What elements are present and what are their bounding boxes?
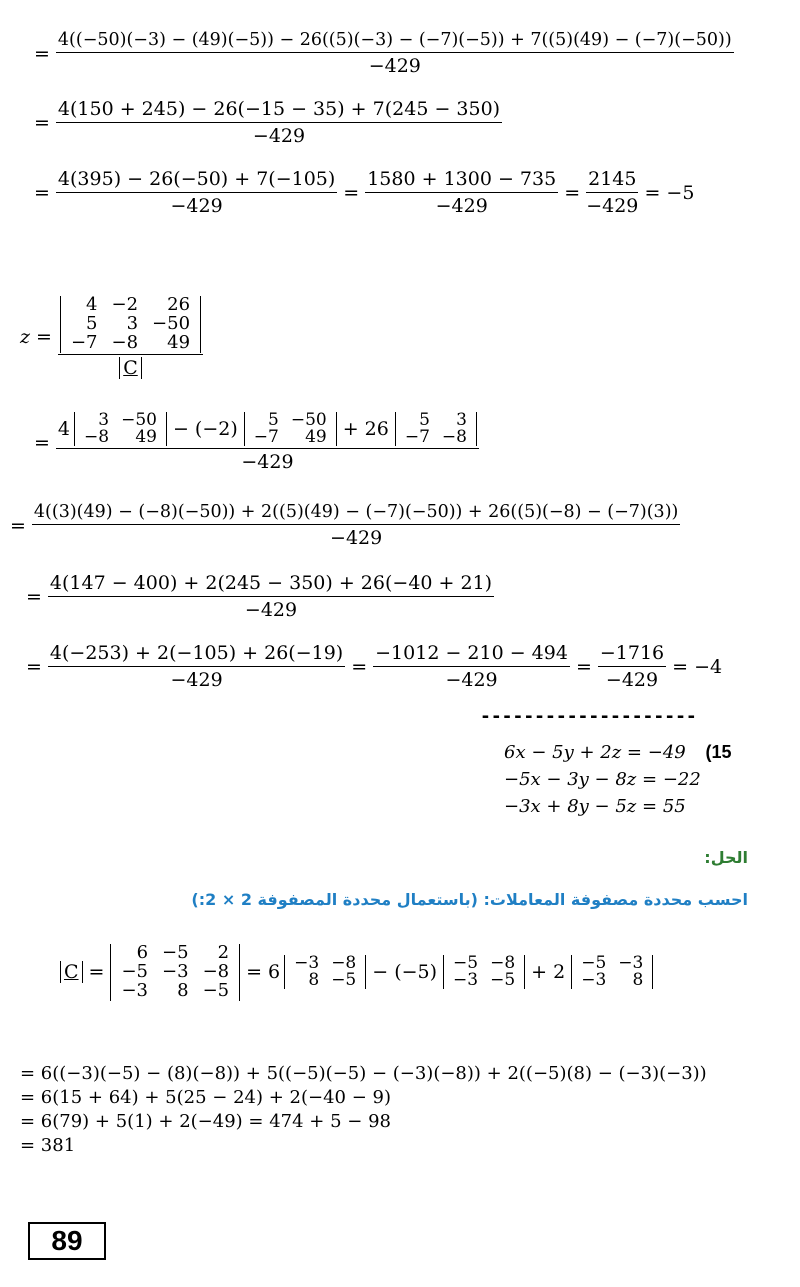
problem-15-system bbox=[504, 742, 731, 823]
det-line-4: = 381 bbox=[20, 1135, 76, 1156]
equation-1: 6x − 5y + 2z = −49 bbox=[504, 742, 686, 763]
fraction bbox=[32, 502, 680, 549]
numerator: 4(−253) + 2(−105) + 26(−19) bbox=[48, 642, 345, 667]
fraction bbox=[48, 572, 494, 621]
x-result: −5 bbox=[666, 181, 695, 204]
denominator: −429 bbox=[368, 55, 421, 77]
det15-minor-2: −5 −8 −3 −5 bbox=[443, 955, 525, 989]
det-line-3: = 6(79) + 5(1) + 2(−49) = 474 + 5 − 98 bbox=[20, 1111, 391, 1132]
det15-expansion: C = 6 −5 2 −5 −3 −8 −3 8 −5 = 6 −3 −8 8 −5 − (−5) −5 −8 −3 −5 + 2 −5 −3 −3 8 bbox=[60, 944, 653, 1001]
numerator: 2145 bbox=[586, 168, 638, 193]
numerator: 4(147 − 400) + 2(245 − 350) + 26(−40 + 21) bbox=[48, 572, 494, 597]
denominator: −429 bbox=[170, 669, 223, 691]
z-label: z bbox=[20, 326, 31, 349]
z-line-3: = $\frac{4(147 - 400) + 2(245 - 350) + 26(-40 + 21)}{-429}$ bbox=[26, 572, 493, 621]
numerator bbox=[58, 296, 203, 355]
minor-1: 3 −50 −8 49 bbox=[74, 412, 167, 446]
problem-number: (15 bbox=[705, 742, 732, 762]
minor-2: 5 −50 −7 49 bbox=[244, 412, 337, 446]
denominator: C bbox=[58, 355, 203, 379]
denominator: −429 bbox=[244, 599, 298, 621]
x-line-2: = $\frac{4(150 + 245) - 26(-15 - 35) + 7(245 - 350)}{-429}$ bbox=[34, 98, 501, 147]
denominator: −429 bbox=[435, 195, 488, 217]
det15-minor-1: −3 −8 8 −5 bbox=[284, 955, 366, 989]
denominator: −429 bbox=[252, 125, 306, 147]
numerator: 4 3 −50 −8 49 − (−2) 5 −50 −7 49 + 26 5 3 −7 −8 bbox=[56, 412, 479, 449]
z-result: −4 bbox=[694, 655, 723, 678]
z-definition: z = 4 −2 26 5 3 −50 −7 −8 49 C bbox=[20, 296, 203, 379]
z-matrix-determinant: 4 −2 26 5 3 −50 −7 −8 49 bbox=[60, 296, 201, 353]
denominator: −429 bbox=[605, 669, 659, 691]
fraction bbox=[48, 642, 345, 691]
numerator: −1012 − 210 − 494 bbox=[373, 642, 570, 667]
separator-dashes: -------------------- bbox=[480, 706, 697, 727]
det15-matrix: 6 −5 2 −5 −3 −8 −3 8 −5 bbox=[110, 944, 240, 1001]
numerator: 4((3)(49) − (−8)(−50)) + 2((5)(49) − (−7)(−50)) + 26((5)(−8) − (−7)(3)) bbox=[32, 502, 680, 525]
fraction bbox=[58, 296, 203, 379]
instruction-text: احسب محددة مصفوفة المعاملات: (باستعمال محددة المصفوفة 2 × 2:) bbox=[191, 890, 748, 909]
fraction bbox=[56, 30, 734, 77]
fraction bbox=[56, 168, 337, 217]
denominator: −429 bbox=[330, 527, 383, 549]
solution-label: الحل: bbox=[704, 848, 748, 867]
fraction bbox=[365, 168, 558, 217]
fraction bbox=[586, 168, 638, 217]
x-line-3: = $\frac{4(395) - 26(-50) + 7(-105)}{-429}$ = $\frac{1580 + 1300 - 735}{-429}$ = $\frac{2145}{-429}$ = −5 bbox=[34, 168, 695, 217]
det-line-2: = 6(15 + 64) + 5(25 − 24) + 2(−40 − 9) bbox=[20, 1087, 391, 1108]
det-line-1: = 6((−3)(−5) − (8)(−8)) + 5((−5)(−5) − (−3)(−8)) + 2((−5)(8) − (−3)(−3)) bbox=[20, 1063, 707, 1084]
equation-2: −5x − 3y − 8z = −22 bbox=[504, 769, 701, 790]
z-expansion: = 4 3 −50 −8 49 − (−2) 5 −50 −7 49 + 26 5 3 −7 −8 −429 bbox=[28, 412, 479, 473]
fraction bbox=[373, 642, 570, 691]
denominator: −429 bbox=[586, 195, 639, 217]
numerator: 4(395) − 26(−50) + 7(−105) bbox=[56, 168, 337, 193]
x-line-1: = 4((−50)(−3) − (49)(−5)) − 26((5)(−3) − (−7)(−5)) + 7((5)(49) − (−7)(−50)) −429 bbox=[34, 30, 732, 77]
denominator: −429 bbox=[445, 669, 498, 691]
z-line-2: = 4((3)(49) − (−8)(−50)) + 2((5)(49) − (−7)(−50)) + 26((5)(−8) − (−7)(3)) −429 bbox=[10, 502, 679, 549]
det15-computation bbox=[20, 1062, 707, 1158]
det15-minor-3: −5 −3 −3 8 bbox=[571, 955, 653, 989]
page-number: 89 bbox=[28, 1222, 106, 1260]
numerator: 4(150 + 245) − 26(−15 − 35) + 7(245 − 350) bbox=[56, 98, 502, 123]
numerator: −1716 bbox=[598, 642, 666, 667]
z-line-4: = $\frac{4(-253) + 2(-105) + 26(-19)}{-429}$ = $\frac{-1012 - 210 - 494}{-429}$ = $\frac{-1716}{-429}$ = −4 bbox=[26, 642, 723, 691]
numerator: 1580 + 1300 − 735 bbox=[365, 168, 558, 193]
numerator: 4((−50)(−3) − (49)(−5)) − 26((5)(−3) − (−7)(−5)) + 7((5)(49) − (−7)(−50)) bbox=[56, 30, 734, 53]
equation-3: −3x + 8y − 5z = 55 bbox=[504, 796, 686, 817]
denominator: −429 bbox=[241, 451, 294, 473]
minor-3: 5 3 −7 −8 bbox=[395, 412, 477, 446]
denominator: −429 bbox=[170, 195, 223, 217]
fraction bbox=[56, 98, 502, 147]
fraction bbox=[56, 412, 479, 473]
fraction bbox=[598, 642, 666, 691]
